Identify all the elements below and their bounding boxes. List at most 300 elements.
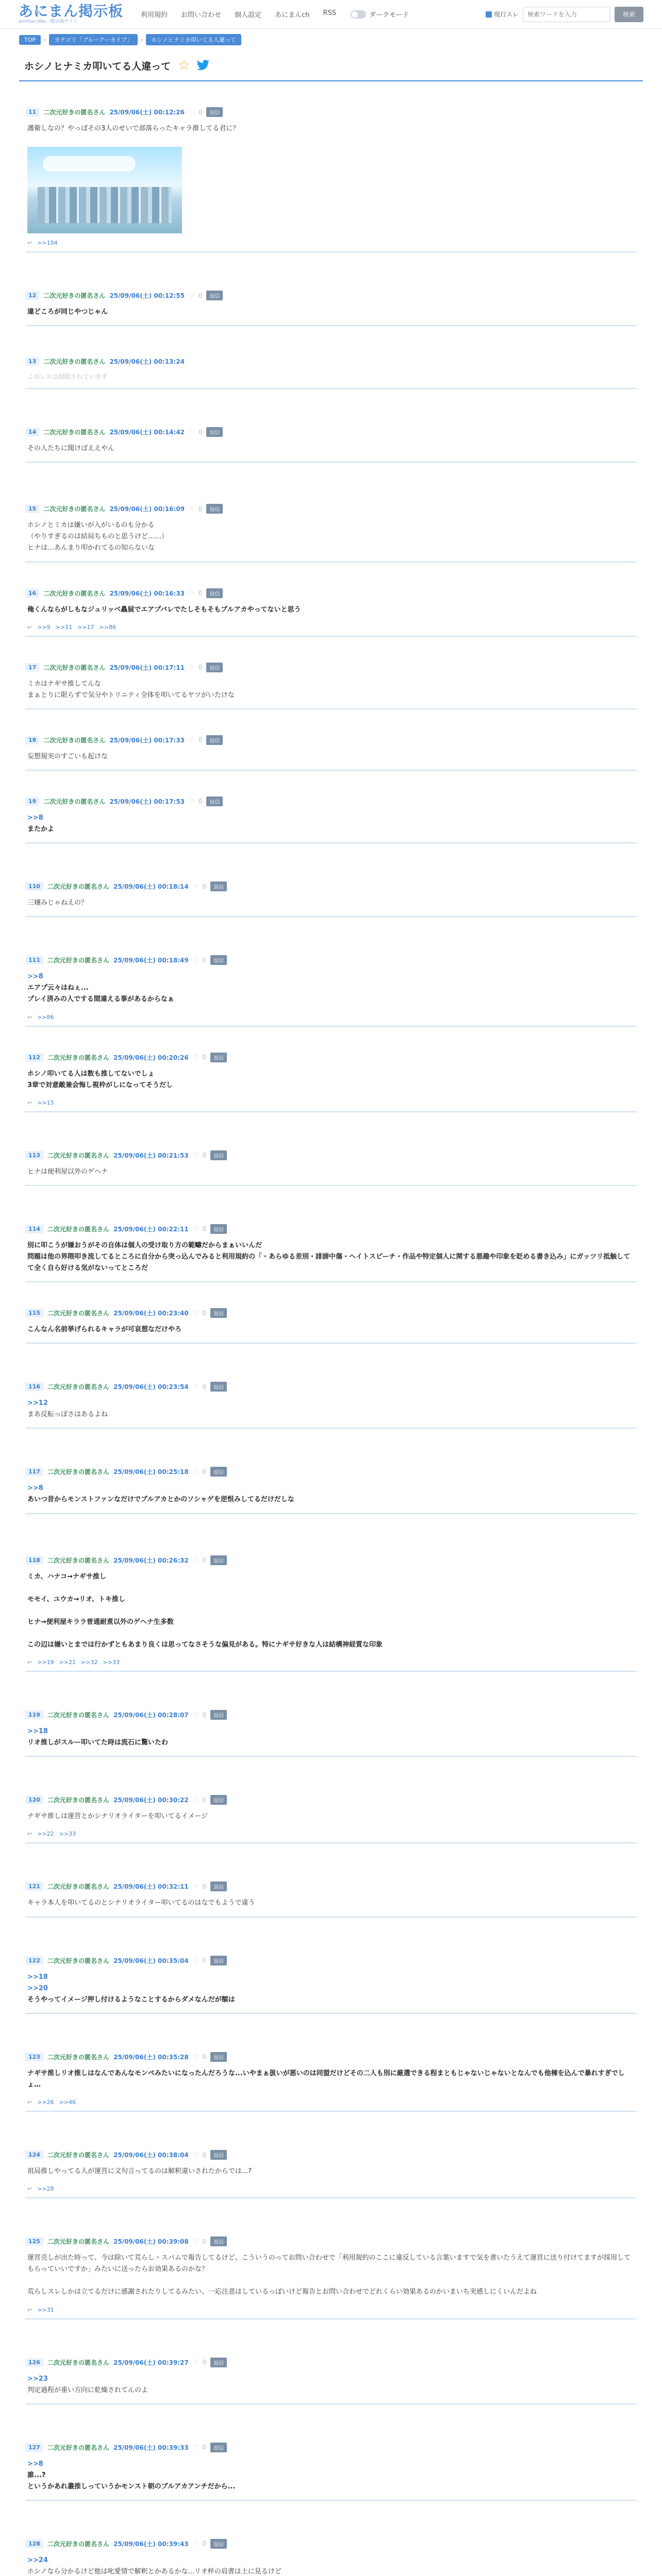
post-line: 誰...? [27, 2471, 46, 2479]
reply-button[interactable]: 返信 [210, 2150, 227, 2160]
post-line: 違どころが同じやつじゃん [27, 308, 108, 316]
post-line: 妄想規実のすごいも起けな [27, 752, 108, 760]
post-meta [25, 2047, 637, 2062]
post [25, 2534, 637, 2576]
post-date: 25/09/06(土) 00:17:11 [109, 664, 185, 671]
good-count: 0 [202, 1054, 207, 1061]
post-body [25, 2160, 637, 2184]
post-number[interactable]: 119 [25, 1710, 43, 1719]
post-line [27, 1628, 635, 1639]
reply-button[interactable]: 返信 [210, 1053, 227, 1062]
post-line: キャラ本人を叩いてるのとシナリオライター叩いてるのはなでもようで違う [27, 1899, 255, 1907]
post [25, 950, 637, 1026]
heart-icon[interactable]: ♡ [192, 1957, 198, 1964]
anchor-link[interactable]: >>18 [27, 1727, 48, 1736]
reply-button[interactable]: 返信 [210, 1308, 227, 1318]
reply-links [25, 1658, 637, 1671]
post-line: ヒナ→便利屋キララ普通耐煮以外のゲヘナ生多数 [27, 1618, 174, 1626]
toggle-icon[interactable] [351, 10, 366, 19]
post [25, 1790, 637, 1843]
post-number[interactable]: 111 [25, 956, 43, 964]
search-area [486, 7, 643, 22]
post [25, 1462, 637, 1514]
reply-link[interactable]: >>104 [37, 240, 58, 247]
site-logo[interactable] [19, 4, 123, 24]
reply-button[interactable]: 返信 [210, 2358, 227, 2367]
reply-links [25, 239, 637, 251]
heart-icon[interactable]: ♡ [192, 2540, 198, 2548]
post-line: ホシノとミカは嫌いが入がいるのも分かる [27, 521, 155, 530]
reply-button[interactable]: 返信 [210, 882, 227, 891]
post-date: 25/09/06(土) 00:22:11 [113, 1225, 189, 1233]
good-count: 0 [202, 1556, 207, 1564]
post-body [25, 1392, 637, 1428]
heart-icon[interactable]: ♡ [189, 736, 194, 744]
post-line: 護衛しなの？やっぱその3人のせいで部落らったキャラ推してる君に？ [27, 125, 240, 132]
poster-name: 二次元好きの匿名さん [47, 883, 109, 891]
post-line: 荒らしスレしかは立てるだけに感謝されたりしてるみたい、一応注意はしているっぽいけど報告とお問い合わせでどれくらい効果あるのかいまいち実感しにくいんだよね [27, 2288, 537, 2296]
good-count: 0 [198, 664, 203, 671]
post-line: ホシノなら分かるけど他は叱愛情で解釈とかあるかな...リオ杯の肩書は土に見るけど [27, 2568, 282, 2576]
post-meta [25, 1377, 637, 1392]
poster-name: 二次元好きの匿名さん [47, 1225, 109, 1233]
post-meta [25, 2534, 637, 2549]
post-line: 俺くんならがしもなジュリッベ贔屓でエアプバレでたしそもそもブルアカやってないと思う [27, 605, 301, 614]
heart-icon[interactable]: ♡ [192, 1796, 198, 1804]
darkmode-switch[interactable] [351, 9, 409, 19]
anchor-link[interactable]: >>18 [27, 1973, 48, 1981]
post-date: 25/09/06(土) 00:28:07 [113, 1711, 189, 1719]
post-number[interactable]: 118 [25, 1556, 43, 1565]
reply-button[interactable]: 返信 [206, 663, 223, 672]
heart-icon[interactable]: ♡ [192, 2444, 198, 2451]
reply-link[interactable]: >>15 [37, 1099, 54, 1106]
post [25, 352, 637, 389]
breadcrumb-separator: › [140, 36, 143, 43]
poster-name: 二次元好きの匿名さん [47, 1310, 109, 1317]
search-input[interactable] [523, 7, 610, 22]
post [25, 1377, 637, 1429]
good-count: 0 [202, 1711, 207, 1719]
post-date: 25/09/06(土) 00:16:33 [109, 589, 185, 597]
poster-name: 二次元好きの匿名さん [47, 1054, 109, 1061]
post-date: 25/09/06(土) 00:20:26 [113, 1054, 189, 1061]
poster-name: 二次元好きの匿名さん [47, 957, 109, 964]
post-number[interactable]: 126 [25, 2358, 43, 2367]
post [25, 657, 637, 709]
reply-link[interactable]: >>26 [37, 2099, 54, 2106]
poster-name: 二次元好きの匿名さん [43, 589, 106, 597]
reply-button[interactable]: 返信 [206, 504, 223, 514]
reply-button[interactable]: 返信 [206, 107, 223, 117]
post-number[interactable]: 117 [25, 1467, 43, 1476]
poster-name: 二次元好きの匿名さん [47, 1883, 109, 1891]
post-number[interactable]: 11 [25, 108, 39, 116]
reply-button[interactable]: 返信 [210, 955, 227, 965]
heart-icon[interactable]: ♡ [189, 108, 194, 116]
reply-link[interactable]: >>86 [37, 1013, 54, 1021]
post-number[interactable]: 14 [25, 428, 39, 436]
post-line: そうやってイメージ押し付けるようなことするからダメなんだが額は [27, 1995, 235, 2004]
good-count: 0 [202, 2359, 207, 2366]
post-body [25, 2367, 637, 2403]
post-meta [25, 422, 637, 437]
post [25, 1705, 637, 1757]
heart-icon[interactable]: ♡ [192, 2238, 198, 2245]
post [25, 1550, 637, 1672]
heart-icon[interactable]: ♡ [192, 2053, 198, 2061]
post-list [19, 102, 643, 2576]
reply-link[interactable]: >>28 [37, 2185, 54, 2193]
reply-button[interactable]: 返信 [210, 1224, 227, 1234]
heart-icon[interactable]: ♡ [192, 1309, 198, 1317]
post-number[interactable]: 124 [25, 2150, 43, 2159]
reply-button[interactable]: 返信 [206, 735, 223, 745]
post-line: この辺は嫌いとまでは行かずともあまり良くは思ってなさそうな偏見がある。特にナギサ好きな人は結構神経質な印象 [27, 1641, 383, 1649]
good-count: 0 [198, 428, 203, 436]
reply-button[interactable]: 返信 [210, 2052, 227, 2062]
post-number[interactable]: 125 [25, 2237, 43, 2246]
post-number[interactable]: 113 [25, 1151, 43, 1160]
post-date: 25/09/06(土) 00:35:28 [113, 2053, 189, 2061]
heart-icon[interactable]: ♡ [192, 1054, 198, 1061]
post [25, 1303, 637, 1344]
good-count: 0 [202, 2053, 207, 2061]
post-date: 25/09/06(土) 00:38:04 [113, 2151, 189, 2159]
poster-name: 二次元好きの匿名さん [47, 1556, 109, 1564]
breadcrumb-category[interactable]: カテゴリ「ブルーアーカイブ」 [49, 34, 137, 45]
post-line: あいつ昔からモンストファンなだけでブルアカとかのソシャゲを逆恨みしてるだけだしな [27, 1496, 294, 1504]
twitter-share-icon[interactable] [196, 60, 210, 71]
heart-icon[interactable]: ♡ [189, 428, 194, 436]
reply-link[interactable]: >>46 [59, 2099, 76, 2106]
heart-icon[interactable]: ♡ [192, 1468, 198, 1476]
post-number[interactable]: 15 [25, 504, 39, 513]
reply-button[interactable]: 返信 [210, 1467, 227, 1477]
anchor-link[interactable]: >>8 [27, 2460, 43, 2468]
post-line: 祖局推しやってる人が運営に文句言ってるのは解釈違いされたからでは...? [27, 2167, 252, 2176]
good-count: 0 [198, 292, 203, 299]
poster-name: 二次元好きの匿名さん [47, 2151, 109, 2159]
poster-name: 二次元好きの匿名さん [47, 2053, 109, 2061]
reply-button[interactable]: 返信 [210, 1882, 227, 1891]
post-number[interactable]: 121 [25, 1882, 43, 1891]
post [25, 2047, 637, 2112]
good-count: 0 [202, 1468, 207, 1476]
current-thread-checkbox[interactable] [486, 10, 519, 19]
reply-link[interactable]: >>32 [81, 1659, 98, 1666]
post-date: 25/09/06(土) 00:17:53 [109, 798, 185, 805]
breadcrumb-thread[interactable]: ホシノヒナミカ叩いてる人違って [146, 34, 241, 45]
post-number[interactable]: 115 [25, 1309, 43, 1317]
reply-icon: ↩ [27, 2306, 32, 2313]
search-button[interactable]: 検索 [615, 7, 643, 22]
heart-icon[interactable]: ♡ [192, 2359, 198, 2366]
heart-icon[interactable]: ♡ [192, 1151, 198, 1159]
post-meta [25, 2145, 637, 2160]
post-line [27, 2275, 635, 2286]
darkmode-label: ダークモード [369, 11, 409, 19]
nav-contact[interactable]: お問い合わせ [181, 11, 222, 19]
reply-link[interactable]: >>21 [59, 1659, 76, 1666]
post-number[interactable]: 16 [25, 589, 39, 598]
post-body [25, 514, 637, 561]
post [25, 499, 637, 562]
reply-icon: ↩ [27, 623, 32, 631]
post-number[interactable]: 13 [25, 357, 39, 366]
post-body [25, 117, 637, 142]
poster-name: 二次元好きの匿名さん [47, 1468, 109, 1476]
reply-link[interactable]: >>33 [103, 1659, 120, 1666]
reply-button[interactable]: 返信 [206, 427, 223, 437]
anchor-link[interactable]: >>20 [27, 1984, 48, 1992]
reply-button[interactable]: 返信 [210, 1150, 227, 1160]
poster-name: 二次元好きの匿名さん [43, 429, 106, 436]
post-line: （やりすぎるのは結局ちものと思うけど……） [27, 533, 169, 541]
post-date: 25/09/06(土) 00:23:40 [113, 1310, 189, 1317]
reply-links [25, 1013, 637, 1026]
good-count: 0 [202, 1151, 207, 1159]
poster-name: 二次元好きの匿名さん [47, 1151, 109, 1159]
post-number[interactable]: 128 [25, 2539, 43, 2548]
post-meta [25, 102, 637, 117]
post-body [25, 1160, 637, 1185]
poster-name: 二次元好きの匿名さん [43, 736, 106, 744]
heart-icon[interactable]: ♡ [192, 1556, 198, 1564]
poster-name: 二次元好きの匿名さん [43, 358, 106, 366]
post-body [25, 300, 637, 325]
post-number[interactable]: 120 [25, 1795, 43, 1804]
current-thread-label: 現行スレ [493, 11, 519, 18]
cloud-shape [43, 156, 136, 172]
post-number[interactable]: 114 [25, 1225, 43, 1233]
post-body [25, 2062, 637, 2098]
post-meta [25, 1790, 637, 1805]
post-body [25, 1565, 637, 1658]
post-line: まあ反転っぽさはあるよね [27, 1411, 108, 1419]
post-number[interactable]: 112 [25, 1053, 43, 1062]
post-meta [25, 499, 637, 514]
reply-button[interactable]: 返信 [210, 1710, 227, 1720]
heart-icon[interactable]: ♡ [192, 1225, 198, 1233]
post-number[interactable]: 19 [25, 797, 39, 806]
heart-icon[interactable]: ♡ [189, 505, 194, 513]
heart-icon[interactable]: ♡ [189, 798, 194, 805]
breadcrumb-top[interactable]: TOP [19, 35, 41, 45]
post-date: 25/09/06(土) 00:32:11 [113, 1883, 189, 1891]
post-date: 25/09/06(土) 00:23:54 [113, 1383, 189, 1391]
post-body [25, 2549, 637, 2576]
post-line: ヒナは…あんまり叩かれてるの知らないな [27, 544, 155, 552]
reply-button[interactable]: 返信 [210, 1956, 227, 1965]
reply-icon: ↩ [27, 2185, 32, 2193]
post-number[interactable]: 127 [25, 2443, 43, 2452]
good-count: 0 [202, 883, 207, 890]
heart-icon[interactable]: ♡ [192, 883, 198, 890]
post [25, 1219, 637, 1282]
reply-link[interactable]: >>86 [99, 623, 116, 631]
anchor-link[interactable]: >>23 [27, 2375, 48, 2383]
post-meta [25, 876, 637, 891]
poster-name: 二次元好きの匿名さん [47, 1711, 109, 1719]
reply-link[interactable]: >>9 [37, 623, 51, 631]
post-body [25, 1062, 637, 1098]
nav-settings[interactable]: 個人設定 [235, 11, 262, 19]
reply-button[interactable]: 返信 [210, 1555, 227, 1565]
post-body [25, 672, 637, 708]
post-meta [25, 1047, 637, 1062]
heart-icon[interactable]: ♡ [192, 1883, 198, 1890]
reply-icon: ↩ [27, 1659, 32, 1666]
post-date: 25/09/06(土) 00:39:27 [113, 2359, 189, 2366]
post-number[interactable]: 17 [25, 663, 39, 672]
breadcrumb-separator: › [44, 36, 46, 43]
post-line: 問題は他の界隈叩き流してるところに自分から突っ込んでみると利用規約の「・あらゆる差別・誹謗中傷・ヘイトスピーチ・作品や特定個人に関する悪趣や印象を貶める書き込み」にガッツリ抵触してて全く自ら好ける気がないってところだ [27, 1252, 631, 1272]
post-meta [25, 730, 637, 745]
good-count: 0 [202, 1957, 207, 1964]
reply-button[interactable]: 返信 [206, 796, 223, 806]
city-shape [38, 187, 172, 223]
checkbox-icon[interactable] [486, 11, 492, 18]
thread-title: ホシノヒナミカ叩いてる人違って [24, 60, 171, 72]
thread-title-row [19, 58, 643, 81]
main-content [19, 29, 643, 2576]
reply-button[interactable]: 返信 [206, 588, 223, 598]
heart-icon[interactable]: ♡ [189, 664, 194, 671]
post-date: 25/09/06(土) 00:39:33 [113, 2444, 189, 2451]
post [25, 2437, 637, 2501]
post-body [25, 598, 637, 623]
post-body [25, 2246, 637, 2305]
post-body [25, 891, 637, 916]
post-meta [25, 1219, 637, 1234]
heart-icon[interactable]: ♡ [192, 1383, 198, 1391]
reply-button[interactable]: 返信 [210, 1382, 227, 1392]
post-number[interactable]: 123 [25, 2053, 43, 2061]
heart-icon[interactable]: ♡ [189, 292, 194, 299]
post-meta [25, 583, 637, 598]
post-line: 別に叩こうが嫌おうがその自体は個人の受け取り方の範疇だからまぁいいんだ [27, 1241, 262, 1249]
anchor-link[interactable]: >>8 [27, 973, 43, 981]
heart-icon[interactable]: ♡ [189, 589, 194, 597]
good-count: 0 [202, 2151, 207, 2159]
poster-name: 二次元好きの匿名さん [43, 664, 106, 671]
deleted-notice: このレスは削除されています [27, 373, 108, 381]
post-line: こんなん名前挙げられるキャラが可哀想なだけやろ [27, 1326, 182, 1334]
post-meta [25, 285, 637, 300]
good-count: 0 [202, 1225, 207, 1233]
good-count: 0 [202, 2444, 207, 2451]
reply-button[interactable]: 返信 [210, 2236, 227, 2246]
post-line: プレイ済みの人でする間違える事があるからなぁ [27, 995, 174, 1004]
poster-name: 二次元好きの匿名さん [47, 1383, 109, 1391]
post-image[interactable] [27, 147, 182, 233]
post-date: 25/09/06(土) 00:25:18 [113, 1468, 189, 1476]
reply-button[interactable]: 返信 [210, 2443, 227, 2452]
reply-icon: ↩ [27, 1831, 32, 1838]
post-meta [25, 1876, 637, 1891]
reply-link[interactable]: >>33 [59, 1831, 76, 1838]
nav-rss[interactable]: RSS [323, 9, 336, 17]
post-date: 25/09/06(土) 00:18:49 [113, 957, 189, 964]
reply-link[interactable]: >>19 [37, 1659, 54, 1666]
favorite-star-icon[interactable]: ☆ [178, 58, 190, 73]
reply-icon: ↩ [27, 240, 32, 247]
post-date: 25/09/06(土) 00:18:14 [113, 883, 189, 891]
good-count: 0 [198, 798, 203, 805]
post-line: その人たちに聞けばええやん [27, 445, 115, 453]
post-date: 25/09/06(土) 00:39:08 [113, 2238, 189, 2246]
reply-icon: ↩ [27, 1099, 32, 1106]
post-meta [25, 1705, 637, 1720]
post-body [25, 1234, 637, 1281]
post-number[interactable]: 110 [25, 882, 43, 891]
heart-icon[interactable]: ♡ [192, 2151, 198, 2159]
anchor-link[interactable]: >>8 [27, 814, 43, 822]
post-number[interactable]: 12 [25, 291, 39, 300]
post-number[interactable]: 116 [25, 1382, 43, 1391]
post-body [25, 1965, 637, 2013]
good-count: 0 [198, 589, 203, 597]
reply-button[interactable]: 返信 [210, 2539, 227, 2549]
good-count: 0 [202, 1883, 207, 1890]
post-line: ナギサ推しリオ推しはなんであんなモンペみたいになったんだろうな...いやまぁ扱いが悪いのは同盟だけどその二人も別に厳選できる程まともじゃないじゃないとなんでも他棟を込んで暴れすぎでしょ… [27, 2069, 625, 2089]
heart-icon[interactable]: ♡ [192, 1711, 198, 1719]
good-count: 0 [198, 736, 203, 744]
good-count: 0 [202, 956, 207, 964]
reply-link[interactable]: >>17 [77, 623, 94, 631]
good-count: 0 [198, 108, 203, 116]
post-line [27, 1583, 635, 1594]
nav-terms[interactable]: 利用規約 [141, 11, 168, 19]
post-meta [25, 791, 637, 806]
post-body [25, 1318, 637, 1343]
post-meta [25, 2352, 637, 2367]
post [25, 1145, 637, 1186]
anchor-link[interactable]: >>8 [27, 1484, 43, 1493]
anchor-link[interactable]: >>24 [27, 2556, 48, 2564]
reply-link[interactable]: >>22 [37, 1831, 54, 1838]
heart-icon[interactable]: ♡ [192, 956, 198, 964]
poster-name: 二次元好きの匿名さん [43, 798, 106, 805]
post-meta [25, 1951, 637, 1965]
post-date: 25/09/06(土) 00:16:09 [109, 505, 185, 513]
post-date: 25/09/06(土) 00:35:04 [113, 1957, 189, 1964]
post [25, 1951, 637, 2014]
post [25, 583, 637, 637]
post-body [25, 437, 637, 462]
post-meta [25, 1550, 637, 1565]
post-date: 25/09/06(土) 00:39:43 [113, 2540, 189, 2548]
post-line: エアプ云々はねぇ... [27, 984, 89, 992]
post [25, 1047, 637, 1112]
post-body [25, 806, 637, 842]
post-body [25, 1720, 637, 1756]
reply-button[interactable]: 返信 [210, 1795, 227, 1805]
nav-animanch[interactable]: あにまんch [275, 11, 310, 19]
anchor-link[interactable]: >>12 [27, 1399, 48, 1408]
post-line [27, 1605, 635, 1617]
post-number[interactable]: 18 [25, 736, 39, 744]
reply-link[interactable]: >>31 [37, 2306, 54, 2313]
post-meta [25, 1145, 637, 1160]
reply-link[interactable]: >>11 [55, 623, 73, 631]
reply-button[interactable]: 返信 [206, 291, 223, 300]
post-number[interactable]: 122 [25, 1956, 43, 1965]
reply-icon: ↩ [27, 1013, 32, 1021]
post-date: 25/09/06(土) 00:12:26 [109, 109, 185, 116]
post-line: リオ推しがスルー叩いてた時は流石に驚いたわ [27, 1739, 168, 1747]
